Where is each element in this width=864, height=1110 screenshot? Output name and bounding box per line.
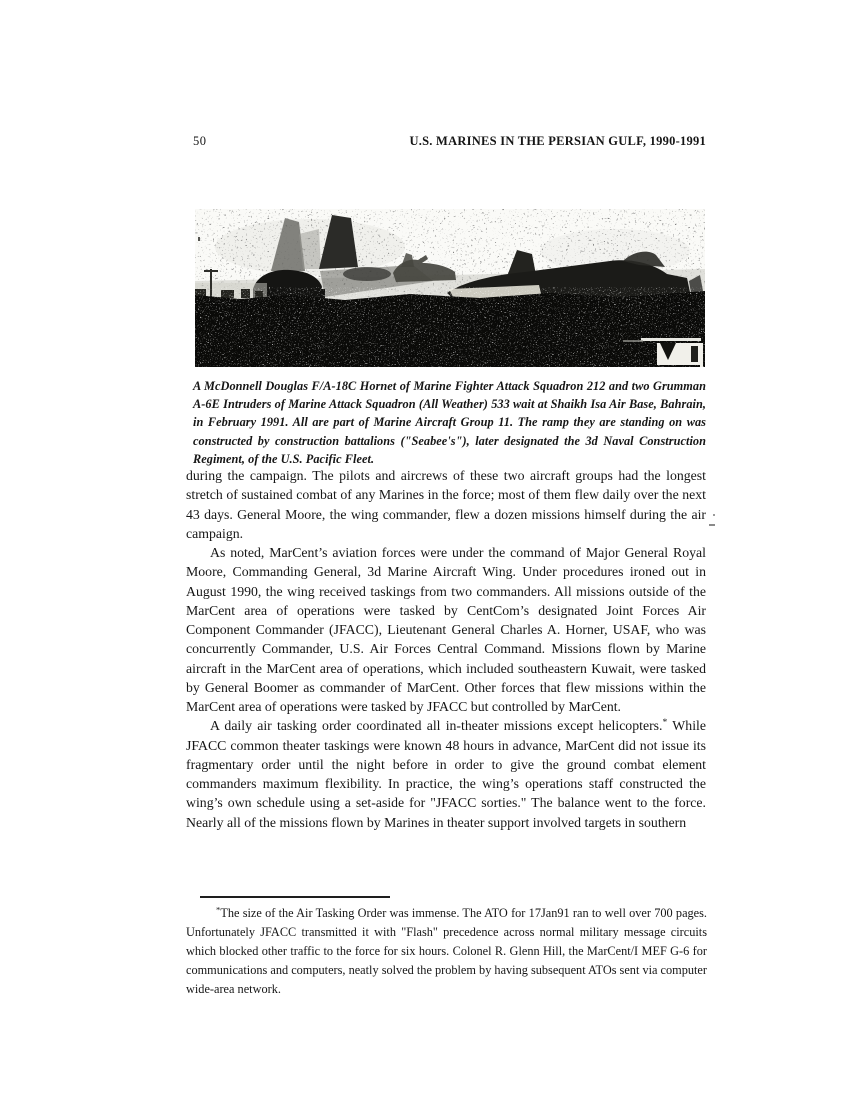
page-number: 50 <box>193 134 207 148</box>
running-title: U.S. MARINES IN THE PERSIAN GULF, 1990-1991 <box>409 134 706 148</box>
footnote-text: The size of the Air Tasking Order was immense. The ATO for 17Jan91 ran to well over 700 pages. Unfortunately JFACC transmitted it with "Flash" precedence across normal military message circuits which blocked other traffic to the force for six hours. Colonel R. Glenn Hill, the MarCent/I MEF G-6 for communications and computers, neatly solved the problem by having subsequent ATOs sent via computer wide-area network. <box>186 906 707 996</box>
scan-artifact-dot <box>713 514 715 516</box>
footnote <box>186 904 707 999</box>
body-paragraph-3-text: A daily air tasking order coordinated all in-theater missions except helicopters. <box>210 718 663 734</box>
body-paragraph-3-continued: While JFACC common theater taskings were known 48 hours in advance, MarCent did not issue its fragmentary order until the night before in order to give the ground combat element commanders maximum flexibility. In practice, the wing’s operations staff constructed the wing’s own schedule using a set-aside for "JFACC sorties." The balance went to the force. Nearly all of the missions flown by Marines in theater support involved targets in southern <box>186 718 706 830</box>
page-header <box>193 134 706 149</box>
footnote-reference-marker: * <box>662 717 668 729</box>
scan-artifact-dash <box>709 524 715 526</box>
footnote-rule <box>200 896 390 898</box>
body-paragraph-1: during the campaign. The pilots and aircrews of these two aircraft groups had the longest stretch of sustained combat of any Marines in the force; most of them flew daily over the next 43 days. General Moore, the wing commander, flew a dozen missions himself during the air campaign. <box>186 468 706 541</box>
body-paragraph-3 <box>186 716 706 832</box>
footnote-marker: * <box>216 904 221 915</box>
body-text <box>186 466 706 832</box>
aircraft-photo <box>195 209 705 367</box>
photo-caption: A McDonnell Douglas F/A-18C Hornet of Marine Fighter Attack Squadron 212 and two Grumman A-6E Intruders of Marine Attack Squadron (All Weather) 533 wait at Shaikh Isa Air Base, Bahrain, in February 1991. All are part of Marine Aircraft Group 11. The ramp they are standing on was constructed by construction battalions ("Seabee's"), later designated the 3d Naval Construction Regiment, of the U.S. Pacific Fleet. <box>193 379 706 466</box>
aircraft-photo-svg <box>195 209 705 367</box>
photo-figure <box>195 209 705 367</box>
body-paragraph-2: As noted, MarCent’s aviation forces were under the command of Major General Royal Moore, Commanding General, 3d Marine Aircraft Wing. Under procedures ironed out in August 1990, the wing received taskings from two commanders. All missions outside of the MarCent area of operations were tasked by CentCom’s designated Joint Forces Air Component Commander (JFACC), Lieutenant General Charles A. Horner, USAF, who was concurrently Commander, U.S. Air Forces Central Command. Missions flown by Marine aircraft in the MarCent area of operations, which included southeastern Kuwait, were tasked by General Boomer as commander of MarCent. Other forces that flew missions within the MarCent area of operations were tasked by JFACC but controlled by MarCent. <box>186 545 706 714</box>
